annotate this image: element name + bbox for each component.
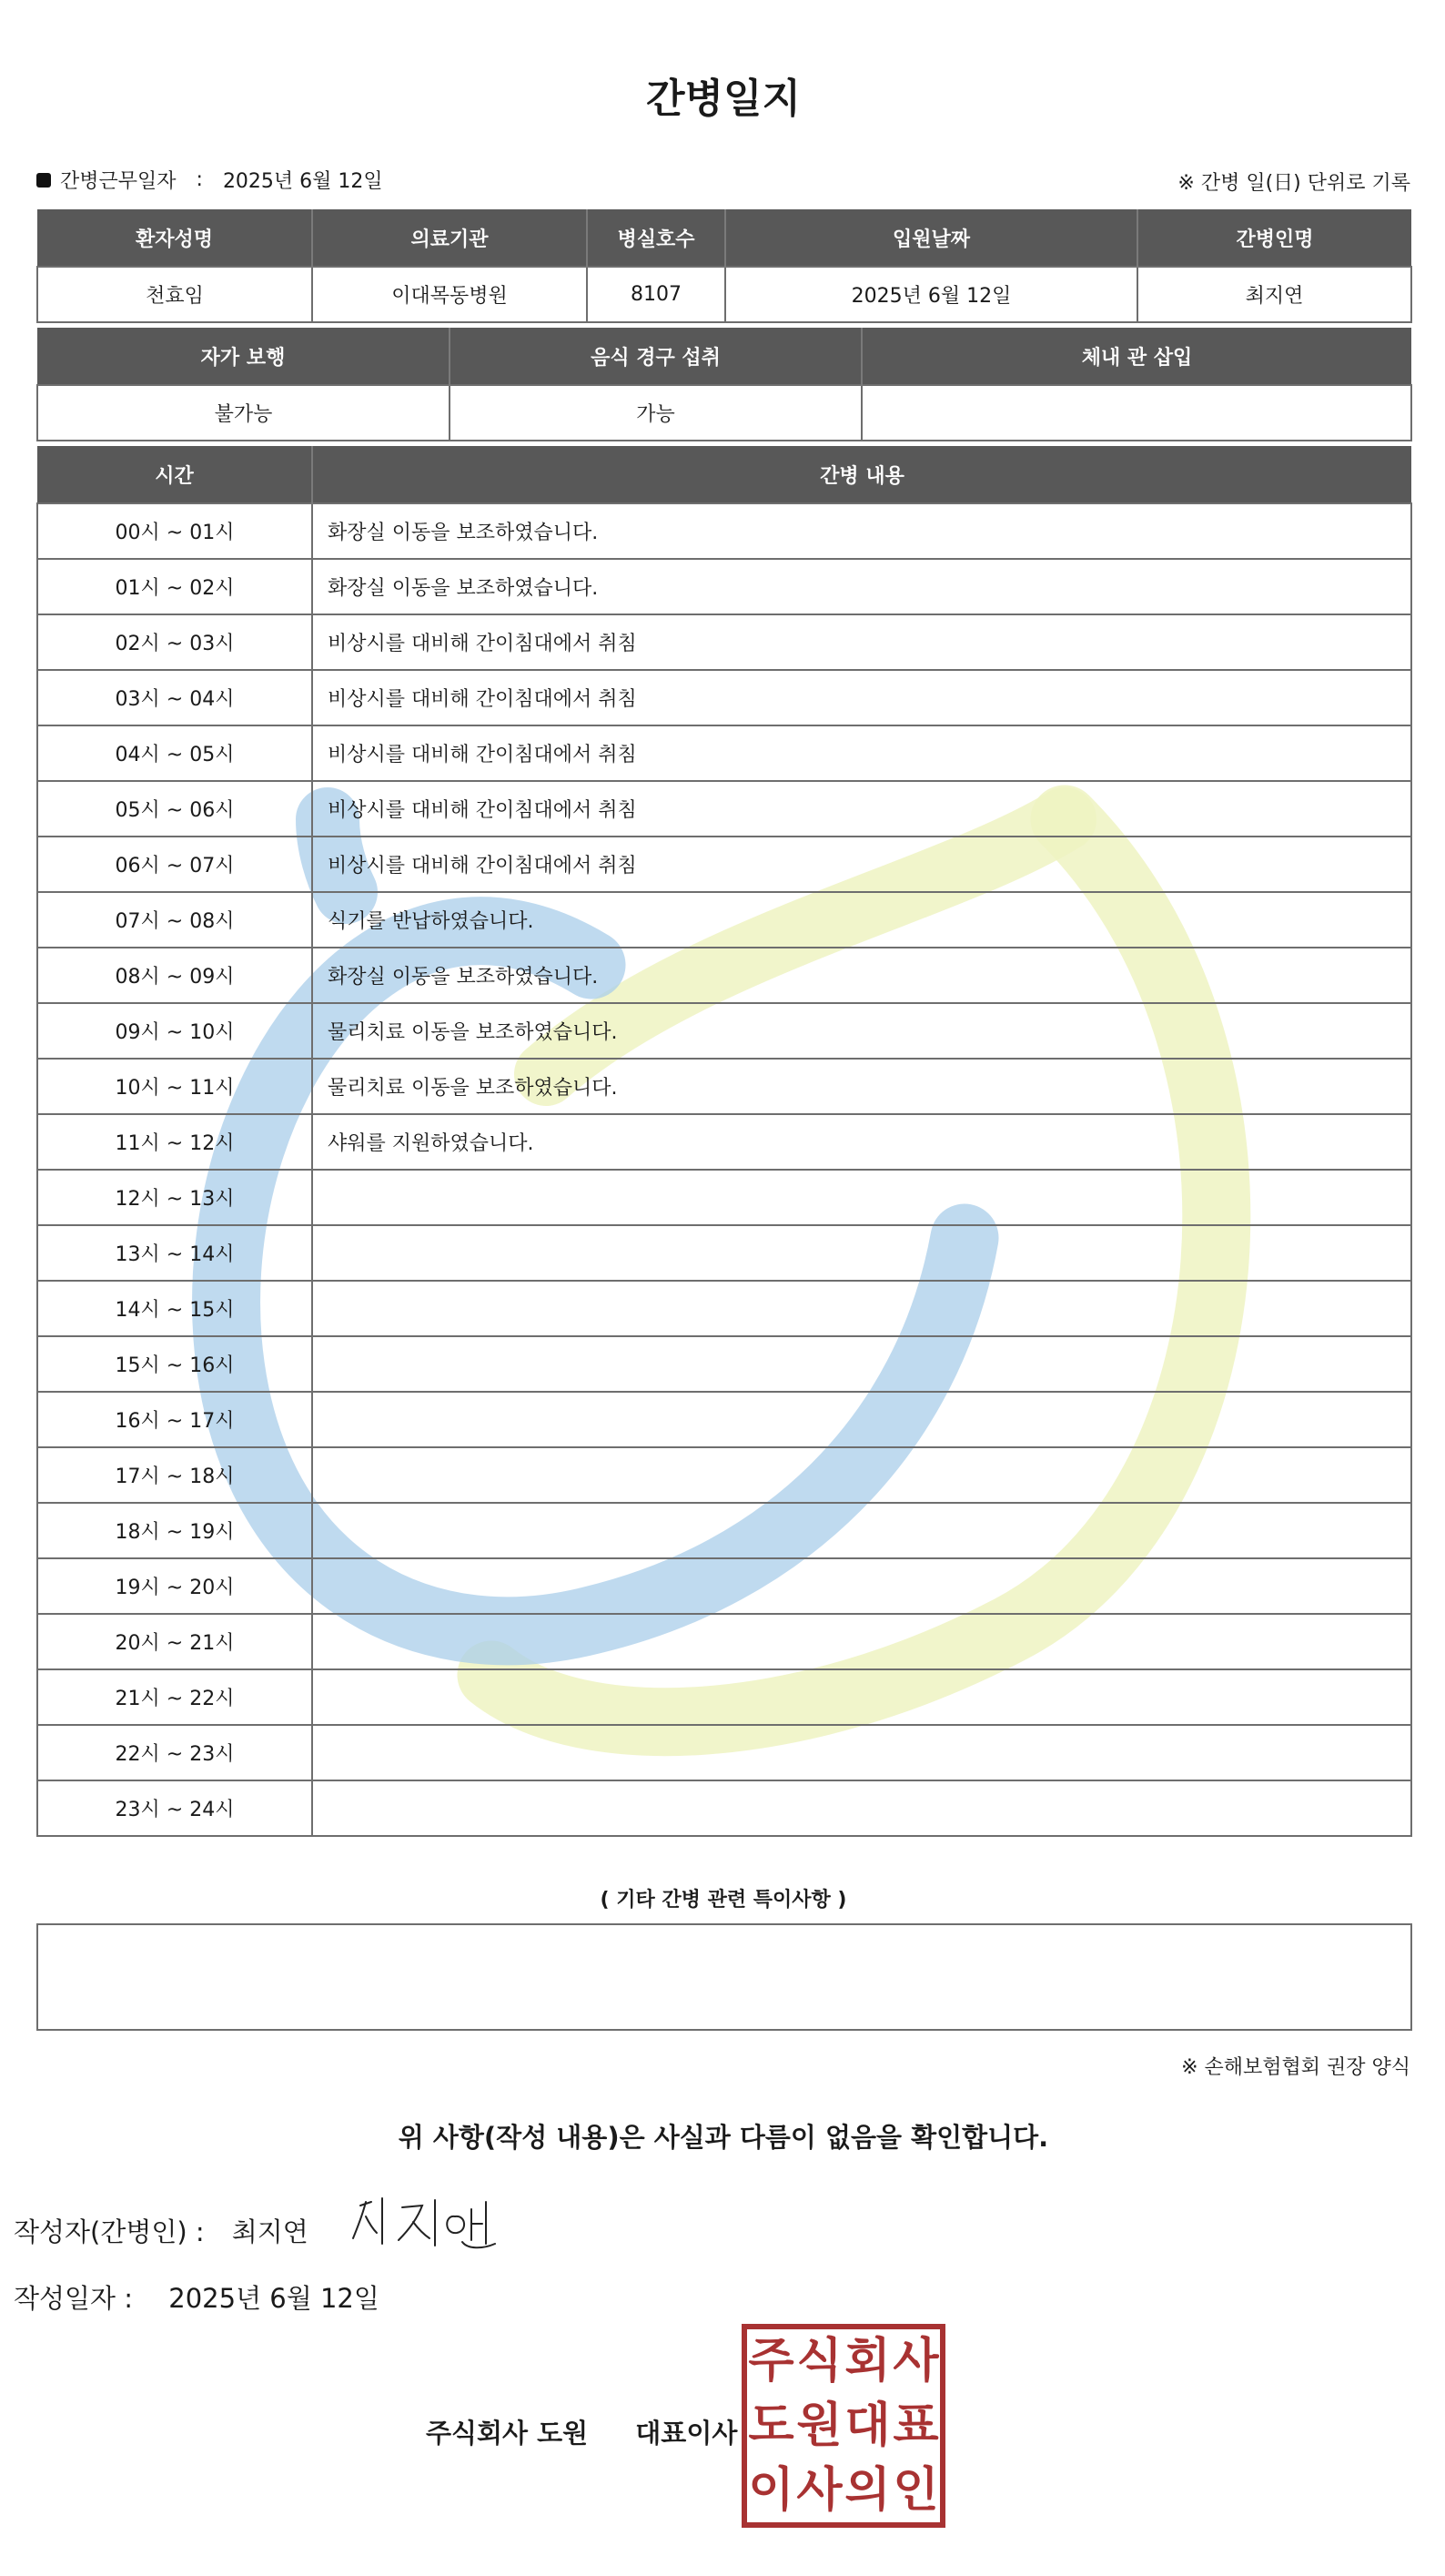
seal-glyph: 이 [748, 2462, 794, 2518]
table-row [37, 1447, 1411, 1503]
care-content-cell: 식기를 반납하였습니다. [312, 892, 1411, 948]
time-cell: 03시 ~ 04시 [37, 670, 312, 725]
table-row [37, 837, 1411, 892]
table-row [37, 1503, 1411, 1558]
table-row [37, 614, 1411, 670]
table-row [37, 781, 1411, 837]
seal-glyph: 사 [796, 2462, 843, 2518]
writer-line [14, 2212, 308, 2249]
care-content-cell [312, 1669, 1411, 1725]
work-date-label: 간병근무일자 [60, 170, 177, 193]
admission-date-value: 2025년 6월 12일 [725, 267, 1137, 322]
tube-insertion-value [862, 385, 1411, 441]
self-walking-value: 불가능 [37, 385, 450, 441]
write-date-line [14, 2278, 379, 2316]
unit-note: ※ 간병 일(日) 단위로 기록 [1177, 172, 1410, 195]
recommend-note: ※ 손해보험협회 권장 양식 [1181, 2056, 1410, 2079]
bullet-icon [36, 173, 51, 188]
table-row [37, 892, 1411, 948]
time-cell: 07시 ~ 08시 [37, 892, 312, 948]
care-content-cell [312, 1281, 1411, 1336]
oral-intake-value: 가능 [450, 385, 862, 441]
care-content-cell: 비상시를 대비해 간이침대에서 취침 [312, 614, 1411, 670]
handwritten-signature [349, 2189, 522, 2262]
company-seal-stamp [742, 2324, 945, 2528]
time-cell: 13시 ~ 14시 [37, 1225, 312, 1281]
seal-glyph: 인 [893, 2462, 939, 2518]
time-cell: 09시 ~ 10시 [37, 1003, 312, 1059]
care-content-cell [312, 1392, 1411, 1447]
table-row [37, 1614, 1411, 1669]
seal-frame [742, 2324, 945, 2528]
care-content-cell [312, 1336, 1411, 1392]
time-cell: 04시 ~ 05시 [37, 725, 312, 781]
header-patient-name: 환자성명 [37, 209, 312, 267]
header-oral-intake: 음식 경구 섭취 [450, 328, 862, 385]
care-content-cell: 비상시를 대비해 간이침대에서 취침 [312, 725, 1411, 781]
seal-glyph: 주 [748, 2334, 794, 2389]
patient-name-value: 천효임 [37, 267, 312, 322]
time-cell: 00시 ~ 01시 [37, 503, 312, 559]
header-self-walking: 자가 보행 [37, 328, 450, 385]
table-row [37, 1281, 1411, 1336]
table-row [37, 1780, 1411, 1836]
remarks-title: ( 기타 간병 관련 특이사항 ) [600, 1889, 847, 1912]
write-date-label: 작성일자 : [14, 2283, 134, 2314]
care-content-cell [312, 1780, 1411, 1836]
header-hospital: 의료기관 [312, 209, 587, 267]
seal-glyph: 식 [796, 2334, 843, 2389]
page-title: 간병일지 [645, 76, 801, 122]
writer-label: 작성자(간병인) : [14, 2216, 205, 2247]
table-row [37, 1003, 1411, 1059]
company-name: 주식회사 도원 [426, 2418, 589, 2449]
table-row [37, 1170, 1411, 1225]
care-content-cell [312, 1225, 1411, 1281]
header-caregiver-name: 간병인명 [1137, 209, 1411, 267]
table-row [37, 1225, 1411, 1281]
seal-glyph: 회 [844, 2334, 891, 2389]
care-content-cell: 비상시를 대비해 간이침대에서 취침 [312, 781, 1411, 837]
table-row [37, 1725, 1411, 1780]
seal-glyph: 대 [844, 2398, 891, 2453]
patient-info-header-row [37, 209, 1411, 267]
table-row [37, 503, 1411, 559]
care-log-body [37, 503, 1411, 1836]
write-date-value: 2025년 6월 12일 [168, 2283, 379, 2314]
table-row [37, 1558, 1411, 1614]
table-row [37, 1336, 1411, 1392]
time-cell: 08시 ~ 09시 [37, 948, 312, 1003]
time-cell: 18시 ~ 19시 [37, 1503, 312, 1558]
time-cell: 01시 ~ 02시 [37, 559, 312, 614]
writer-name: 최지연 [231, 2216, 308, 2247]
header-care-content: 간병 내용 [312, 446, 1411, 503]
care-content-cell: 물리치료 이동을 보조하였습니다. [312, 1059, 1411, 1114]
table-row [37, 1114, 1411, 1170]
header-time: 시간 [37, 446, 312, 503]
care-content-cell: 화장실 이동을 보조하였습니다. [312, 503, 1411, 559]
time-cell: 14시 ~ 15시 [37, 1281, 312, 1336]
table-row [37, 1669, 1411, 1725]
time-cell: 20시 ~ 21시 [37, 1614, 312, 1669]
company-line [426, 2413, 737, 2450]
table-row [37, 725, 1411, 781]
work-date-separator: : [196, 168, 203, 191]
header-tube-insertion: 체내 관 삽입 [862, 328, 1411, 385]
seal-glyph: 의 [844, 2462, 891, 2518]
time-cell: 11시 ~ 12시 [37, 1114, 312, 1170]
time-cell: 02시 ~ 03시 [37, 614, 312, 670]
time-cell: 21시 ~ 22시 [37, 1669, 312, 1725]
hospital-value: 이대목동병원 [312, 267, 587, 322]
time-cell: 12시 ~ 13시 [37, 1170, 312, 1225]
care-content-cell: 화장실 이동을 보조하였습니다. [312, 559, 1411, 614]
patient-info-table [36, 209, 1412, 323]
table-row [37, 559, 1411, 614]
status-header-row [37, 328, 1411, 385]
care-content-cell [312, 1558, 1411, 1614]
status-value-row [37, 385, 1411, 441]
ceo-title: 대표이사 [635, 2418, 738, 2449]
table-row [37, 948, 1411, 1003]
time-cell: 15시 ~ 16시 [37, 1336, 312, 1392]
table-row [37, 1059, 1411, 1114]
care-content-cell: 물리치료 이동을 보조하였습니다. [312, 1003, 1411, 1059]
care-content-cell: 화장실 이동을 보조하였습니다. [312, 948, 1411, 1003]
header-room-number: 병실호수 [587, 209, 725, 267]
time-cell: 10시 ~ 11시 [37, 1059, 312, 1114]
seal-glyph: 사 [893, 2334, 939, 2389]
care-content-cell: 샤워를 지원하였습니다. [312, 1114, 1411, 1170]
time-cell: 16시 ~ 17시 [37, 1392, 312, 1447]
time-cell: 19시 ~ 20시 [37, 1558, 312, 1614]
time-cell: 23시 ~ 24시 [37, 1780, 312, 1836]
patient-info-value-row [37, 267, 1411, 322]
time-cell: 06시 ~ 07시 [37, 837, 312, 892]
care-log-header-row [37, 446, 1411, 503]
care-content-cell: 비상시를 대비해 간이침대에서 취침 [312, 670, 1411, 725]
header-admission-date: 입원날짜 [725, 209, 1137, 267]
caregiver-name-value: 최지연 [1137, 267, 1411, 322]
patient-status-table [36, 328, 1412, 441]
care-content-cell [312, 1614, 1411, 1669]
care-content-cell [312, 1725, 1411, 1780]
work-date-line [36, 166, 383, 194]
care-log-table [36, 446, 1412, 1837]
seal-glyph: 표 [893, 2398, 939, 2453]
time-cell: 05시 ~ 06시 [37, 781, 312, 837]
remarks-box [36, 1923, 1412, 2031]
confirm-statement: 위 사항(작성 내용)은 사실과 다름이 없음을 확인합니다. [398, 2122, 1049, 2153]
care-content-cell [312, 1170, 1411, 1225]
care-content-cell [312, 1447, 1411, 1503]
seal-glyph: 원 [796, 2398, 843, 2453]
table-row [37, 1392, 1411, 1447]
time-cell: 17시 ~ 18시 [37, 1447, 312, 1503]
care-content-cell [312, 1503, 1411, 1558]
time-cell: 22시 ~ 23시 [37, 1725, 312, 1780]
room-number-value: 8107 [587, 267, 725, 322]
seal-glyph: 도 [748, 2398, 794, 2453]
table-row [37, 670, 1411, 725]
work-date-value: 2025년 6월 12일 [222, 170, 383, 193]
care-content-cell: 비상시를 대비해 간이침대에서 취침 [312, 837, 1411, 892]
